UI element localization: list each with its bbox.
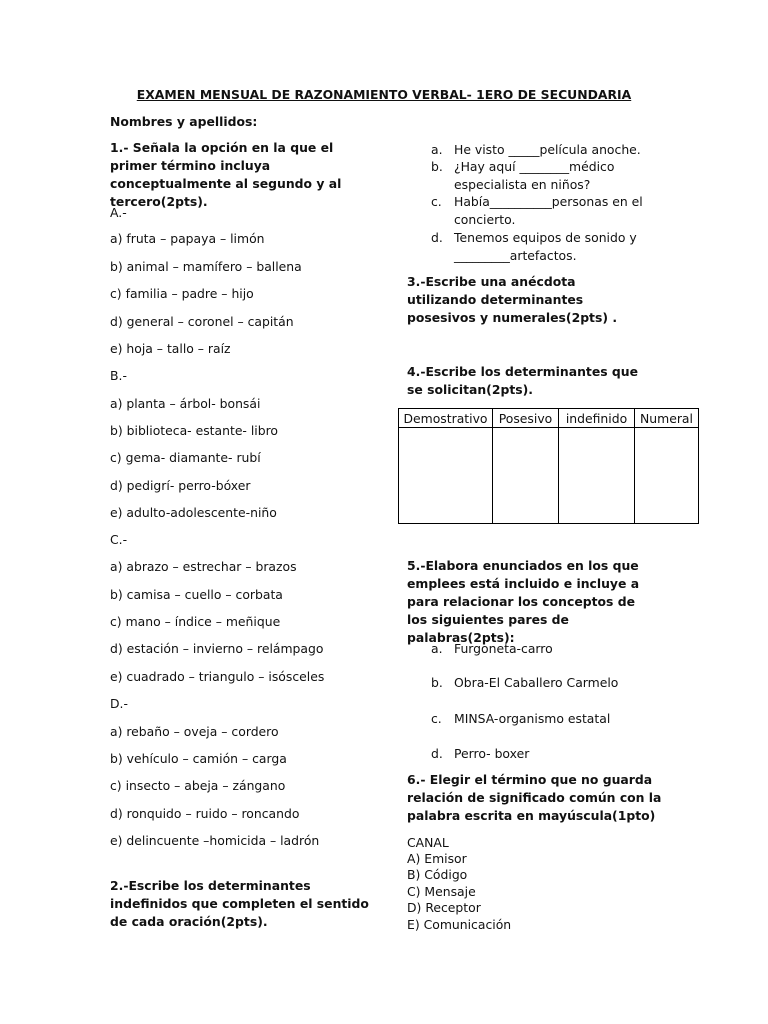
question-6-text: 6.- Elegir el término que no guarda relación de significado común con la palabra escrita en mayúscula(1pto) (407, 772, 662, 823)
option-b-b: b) biblioteca- estante- libro (110, 423, 278, 438)
q2-item-b (431, 158, 684, 194)
q5-item-a (431, 640, 661, 658)
group-b-label: B.- (110, 368, 127, 383)
option-c-c: c) mano – índice – meñique (110, 614, 281, 629)
option-c-e: e) cuadrado – triangulo – isósceles (110, 669, 325, 684)
table-header-posesivo: Posesivo (493, 409, 559, 428)
q2-item-a (431, 141, 684, 159)
q5-item-a-marker: a. (431, 641, 443, 656)
question-2-text: 2.-Escribe los determinantes indefinidos que completen el sentido de cada oración(2pts). (110, 878, 369, 929)
table-header-demostrativo: Demostrativo (399, 409, 493, 428)
q6-option-e: E) Comunicación (407, 917, 512, 932)
option-d-d: d) ronquido – ruido – roncando (110, 806, 300, 821)
option-a-b: b) animal – mamífero – ballena (110, 259, 302, 274)
question-3-text: 3.-Escribe una anécdota utilizando determinantes posesivos y numerales(2pts) . (407, 274, 618, 325)
q2-item-d (431, 229, 684, 265)
option-a-a: a) fruta – papaya – limón (110, 231, 265, 246)
option-b-d: d) pedigrí- perro-bóxer (110, 478, 251, 493)
option-d-c: c) insecto – abeja – zángano (110, 778, 286, 793)
name-field-label: Nombres y apellidos: (110, 114, 258, 129)
q5-item-c-text: MINSA-organismo estatal (454, 711, 611, 726)
q5-item-d-text: Perro- boxer (454, 746, 530, 761)
q6-option-b: B) Código (407, 867, 468, 882)
table-header-indefinido: indefinido (559, 409, 635, 428)
question-5-text: 5.-Elabora enunciados en los que emplees está incluido e incluye a para relacionar los conceptos de los siguientes pares de palabras(2pts): (407, 558, 640, 645)
table-cell-posesivo[interactable] (493, 428, 559, 524)
q6-keyword: CANAL (407, 835, 449, 850)
q5-item-b (431, 674, 661, 692)
option-a-d: d) general – coronel – capitán (110, 314, 294, 329)
q2-item-a-text: He visto _____película anoche. (454, 142, 641, 157)
q2-item-b-text: ¿Hay aquí ________médico especialista en niños? (454, 159, 615, 192)
q2-item-c-marker: c. (431, 194, 442, 209)
table-cell-numeral[interactable] (635, 428, 699, 524)
q2-item-c-text: Había__________personas en el concierto. (454, 194, 643, 227)
q2-item-d-text: Tenemos equipos de sonido y _________artefactos. (454, 230, 637, 263)
option-c-b: b) camisa – cuello – corbata (110, 587, 283, 602)
determinants-table (398, 408, 699, 524)
option-d-e: e) delincuente –homicida – ladrón (110, 833, 320, 848)
option-c-a: a) abrazo – estrechar – brazos (110, 559, 297, 574)
q5-item-b-marker: b. (431, 675, 443, 690)
table-header-numeral: Numeral (635, 409, 699, 428)
option-b-e: e) adulto-adolescente-niño (110, 505, 277, 520)
group-d-label: D.- (110, 696, 128, 711)
q6-option-c: C) Mensaje (407, 884, 476, 899)
q2-item-b-marker: b. (431, 159, 443, 174)
q6-option-a: A) Emisor (407, 851, 467, 866)
group-a-label: A.- (110, 205, 127, 220)
question-4-text: 4.-Escribe los determinantes que se solicitan(2pts). (407, 364, 639, 397)
q2-item-d-marker: d. (431, 230, 443, 245)
q5-item-c (431, 710, 661, 728)
q6-option-d: D) Receptor (407, 900, 481, 915)
group-c-label: C.- (110, 532, 128, 547)
q5-item-d-marker: d. (431, 746, 443, 761)
q2-item-c (431, 193, 684, 229)
option-d-b: b) vehículo – camión – carga (110, 751, 287, 766)
table-cell-demostrativo[interactable] (399, 428, 493, 524)
q5-item-c-marker: c. (431, 711, 442, 726)
option-a-e: e) hoja – tallo – raíz (110, 341, 231, 356)
question-1-text: 1.- Señala la opción en la que el primer término incluya conceptualmente al segundo y al tercero(2pts). (110, 140, 342, 209)
q5-item-d (431, 745, 661, 763)
option-a-c: c) familia – padre – hijo (110, 286, 254, 301)
option-c-d: d) estación – invierno – relámpago (110, 641, 324, 656)
q5-item-b-text: Obra-El Caballero Carmelo (454, 675, 619, 690)
option-b-c: c) gema- diamante- rubí (110, 450, 261, 465)
table-cell-indefinido[interactable] (559, 428, 635, 524)
option-b-a: a) planta – árbol- bonsái (110, 396, 261, 411)
exam-title: EXAMEN MENSUAL DE RAZONAMIENTO VERBAL- 1ERO DE SECUNDARIA (136, 87, 632, 102)
q5-item-a-text: Furgoneta-carro (454, 641, 553, 656)
option-d-a: a) rebaño – oveja – cordero (110, 724, 279, 739)
q2-item-a-marker: a. (431, 142, 443, 157)
